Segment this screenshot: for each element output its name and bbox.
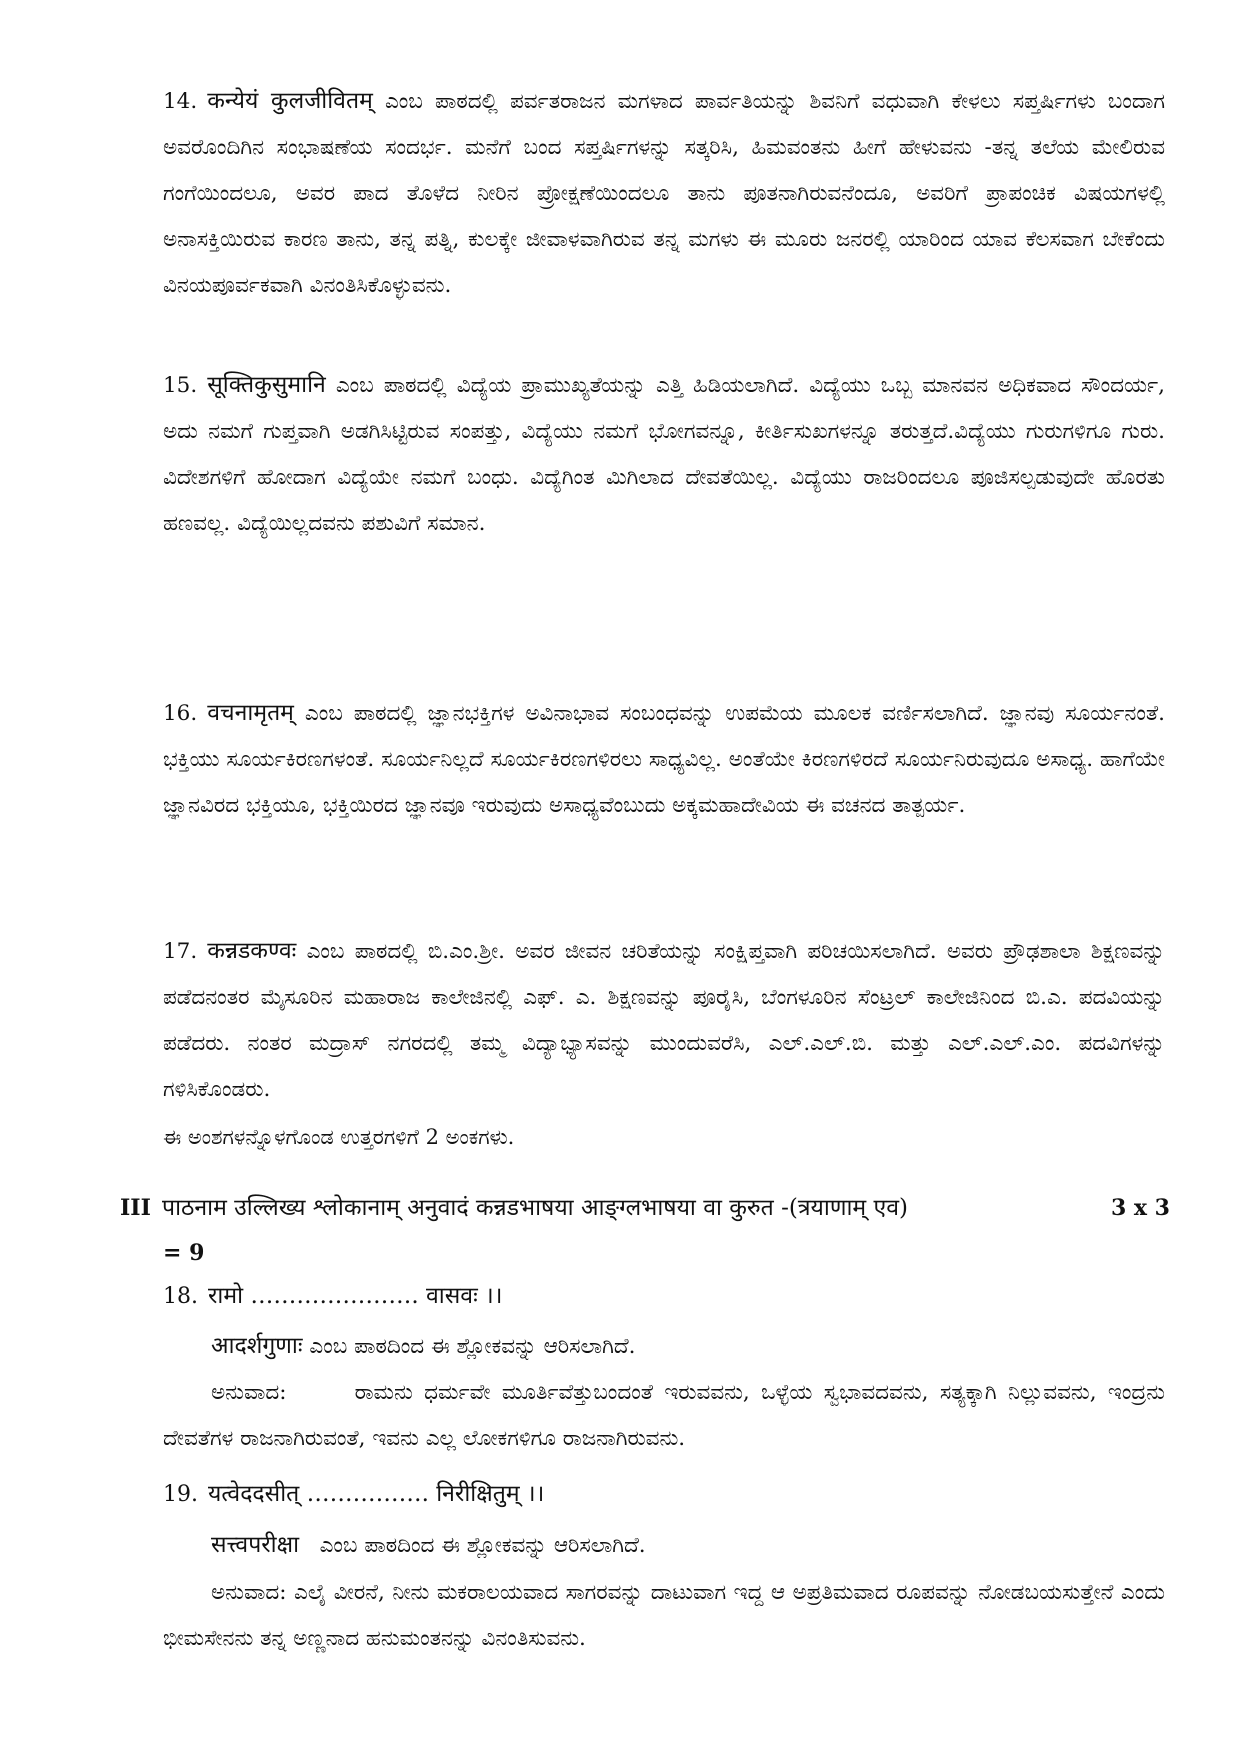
verse-text: यत्वेददसीत् ……………. निरीक्षितुम् ।। (208, 1481, 545, 1507)
answer-16 (163, 690, 1165, 829)
verse-text: रामो …………………. वासवः ।। (208, 1283, 503, 1309)
lesson-title: कन्येयं कुलजीवितम् (207, 88, 373, 114)
section-instruction: पाठनाम उल्लिख्य श्लोकानाम् अनुवादं कन्नडभाषया आङ्ग्लभाषया वा कुरुत -(त्रयाणाम् एव) (162, 1195, 908, 1221)
section-number: III (120, 1195, 151, 1221)
lesson-title: सूक्तिकुसुमानि (207, 372, 326, 398)
section-marks: 3 x 3 (1110, 1195, 1170, 1221)
section-3-heading (120, 1188, 1170, 1229)
question-number: 19. (163, 1482, 198, 1507)
question-18-translation (163, 1370, 1165, 1462)
translation-text: ರಾಮನು ಧರ್ಮವೇ ಮೂರ್ತಿವೆತ್ತುಬಂದಂತೆ ಇರುವವನು, ಒಳ್ಳೆಯ ಸ್ವಭಾವದವನು, ಸತ್ಯಕ್ಕಾಗಿ ನಿಲ್ಲುವವನು, ಇಂದ್ರನು ದೇವತೆಗಳ ರಾಜನಾಗಿರುವಂತೆ, ಇವನು ಎಲ್ಲ ಲೋಕಗಳಿಗೂ ರಾಜನಾಗಿರುವನು. (163, 1380, 1165, 1451)
question-number: 17. (163, 939, 198, 964)
lesson-title: सत्त्वपरीक्षा (211, 1532, 300, 1558)
answer-text: ಎಂಬ ಪಾಠದಲ್ಲಿ ಬಿ.ಎಂ.ಶ್ರೀ. ಅವರ ಜೀವನ ಚರಿತೆಯನ್ನು ಸಂಕ್ಷಿಪ್ತವಾಗಿ ಪರಿಚಯಿಸಲಾಗಿದೆ. ಅವರು ಪ್ರೌಢಶಾಲಾ ಶಿಕ್ಷಣವನ್ನು ಪಡೆದನಂತರ ಮೈಸೂರಿನ ಮಹಾರಾಜ ಕಾಲೇಜಿನಲ್ಲಿ ಎಫ್. ಎ. ಶಿಕ್ಷಣವನ್ನು ಪೂರೈಸಿ, ಬೆಂಗಳೂರಿನ ಸೆಂಟ್ರಲ್ ಕಾಲೇಜಿನಿಂದ ಬಿ.ಎ. ಪದವಿಯನ್ನು ಪಡೆದರು. ನಂತರ ಮದ್ರಾಸ್ ನಗರದಲ್ಲಿ ತಮ್ಮ ವಿದ್ಯಾಭ್ಯಾಸವನ್ನು ಮುಂದುವರೆಸಿ, ಎಲ್.ಎಲ್.ಬಿ. ಮತ್ತು ಎಲ್.ಎಲ್.ಎಂ. ಪದವಿಗಳನ್ನು ಗಳಿಸಿಕೊಂಡರು. (163, 939, 1165, 1102)
question-number: 16. (163, 701, 198, 726)
translation-label: ಅನುವಾದ: (211, 1380, 287, 1405)
lesson-title: वचनामृतम् (207, 700, 294, 726)
question-19-lesson (211, 1527, 646, 1559)
question-18-lesson (211, 1328, 635, 1360)
answer-text: ಎಂಬ ಪಾಠದಲ್ಲಿ ಜ್ಞಾನಭಕ್ತಿಗಳ ಅವಿನಾಭಾವ ಸಂಬಂಧವನ್ನು ಉಪಮೆಯ ಮೂಲಕ ವರ್ಣಿಸಲಾಗಿದೆ. ಜ್ಞಾನವು ಸೂರ್ಯನಂತೆ. ಭಕ್ತಿಯು ಸೂರ್ಯಕಿರಣಗಳಂತೆ. ಸೂರ್ಯನಿಲ್ಲದೆ ಸೂರ್ಯಕಿರಣಗಳಿರಲು ಸಾಧ್ಯವಿಲ್ಲ. ಅಂತೆಯೇ ಕಿರಣಗಳಿರದೆ ಸೂರ್ಯನಿರುವುದೂ ಅಸಾಧ್ಯ. ಹಾಗೆಯೇ ಜ್ಞಾನವಿರದ ಭಕ್ತಿಯೂ, ಭಕ್ತಿಯಿರದ ಜ್ಞಾನವೂ ಇರುವುದು ಅಸಾಧ್ಯವೆಂಬುದು ಅಕ್ಕಮಹಾದೇವಿಯ ಈ ವಚನದ ತಾತ್ಪರ್ಯ. (163, 701, 1165, 818)
lesson-text: ಎಂಬ ಪಾಠದಿಂದ ಈ ಶ್ಲೋಕವನ್ನು ಆರಿಸಲಾಗಿದೆ. (319, 1533, 646, 1558)
question-18-verse (163, 1278, 502, 1310)
answer-14 (163, 78, 1165, 309)
translation-label: ಅನುವಾದ: (211, 1580, 287, 1605)
question-number: 18. (163, 1284, 198, 1309)
marks-note: ಈ ಅಂಶಗಳನ್ನೊಳಗೊಂಡ ಉತ್ತರಗಳಿಗೆ 2 ಅಂಕಗಳು. (163, 1125, 515, 1149)
question-19-verse (163, 1476, 544, 1508)
question-19-translation (163, 1570, 1165, 1662)
section-total: = 9 (163, 1240, 205, 1266)
question-number: 14. (163, 89, 198, 114)
question-number: 15. (163, 373, 198, 398)
translation-text: ಎಲೈ ವೀರನೆ, ನೀನು ಮಕರಾಲಯವಾದ ಸಾಗರವನ್ನು ದಾಟುವಾಗ ಇದ್ದ ಆ ಅಪ್ರತಿಮವಾದ ರೂಪವನ್ನು ನೋಡಬಯಸುತ್ತೇನೆ ಎಂದು ಭೀಮಸೇನನು ತನ್ನ ಅಣ್ಣನಾದ ಹನುಮಂತನನ್ನು ವಿನಂತಿಸುವನು. (163, 1580, 1165, 1651)
answer-text: ಎಂಬ ಪಾಠದಲ್ಲಿ ಪರ್ವತರಾಜನ ಮಗಳಾದ ಪಾರ್ವತಿಯನ್ನು ಶಿವನಿಗೆ ವಧುವಾಗಿ ಕೇಳಲು ಸಪ್ತರ್ಷಿಗಳು ಬಂದಾಗ ಅವರೊಂದಿಗಿನ ಸಂಭಾಷಣೆಯ ಸಂದರ್ಭ. ಮನೆಗೆ ಬಂದ ಸಪ್ತರ್ಷಿಗಳನ್ನು ಸತ್ಕರಿಸಿ, ಹಿಮವಂತನು ಹೀಗೆ ಹೇಳುವನು -ತನ್ನ ತಲೆಯ ಮೇಲಿರುವ ಗಂಗೆಯಿಂದಲೂ, ಅವರ ಪಾದ ತೊಳೆದ ನೀರಿನ ಪ್ರೋಕ್ಷಣೆಯಿಂದಲೂ ತಾನು ಪೂತನಾಗಿರುವನೆಂದೂ, ಅವರಿಗೆ ಪ್ರಾಪಂಚಿಕ ವಿಷಯಗಳಲ್ಲಿ ಅನಾಸಕ್ತಿಯಿರುವ ಕಾರಣ ತಾನು, ತನ್ನ ಪತ್ನಿ, ಕುಲಕ್ಕೇ ಜೀವಾಳವಾಗಿರುವ ತನ್ನ ಮಗಳು ಈ ಮೂರು ಜನರಲ್ಲಿ ಯಾರಿಂದ ಯಾವ ಕೆಲಸವಾಗ ಬೇಕೆಂದು ವಿನಯಪೂರ್ವಕವಾಗಿ ವಿನಂತಿಸಿಕೊಳ್ಳುವನು. (163, 89, 1165, 298)
lesson-title: कन्नडकण्वः (207, 938, 297, 964)
lesson-text: ಎಂಬ ಪಾಠದಿಂದ ಈ ಶ್ಲೋಕವನ್ನು ಆರಿಸಲಾಗಿದೆ. (309, 1334, 636, 1359)
lesson-title: आदर्शगुणाः (211, 1333, 303, 1359)
answer-15 (163, 362, 1165, 547)
answer-text: ಎಂಬ ಪಾಠದಲ್ಲಿ ವಿದ್ಯೆಯ ಪ್ರಾಮುಖ್ಯತೆಯನ್ನು ಎತ್ತಿ ಹಿಡಿಯಲಾಗಿದೆ. ವಿದ್ಯೆಯು ಒಬ್ಬ ಮಾನವನ ಅಧಿಕವಾದ ಸೌಂದರ್ಯ, ಅದು ನಮಗೆ ಗುಪ್ತವಾಗಿ ಅಡಗಿಸಿಟ್ಟಿರುವ ಸಂಪತ್ತು, ವಿದ್ಯೆಯು ನಮಗೆ ಭೋಗವನ್ನೂ, ಕೀರ್ತಿಸುಖಗಳನ್ನೂ ತರುತ್ತದೆ.ವಿದ್ಯೆಯು ಗುರುಗಳಿಗೂ ಗುರು. ವಿದೇಶಗಳಿಗೆ ಹೋದಾಗ ವಿದ್ಯೆಯೇ ನಮಗೆ ಬಂಧು. ವಿದ್ಯೆಗಿಂತ ಮಿಗಿಲಾದ ದೇವತೆಯಿಲ್ಲ. ವಿದ್ಯೆಯು ರಾಜರಿಂದಲೂ ಪೂಜಿಸಲ್ಪಡುವುದೇ ಹೊರತು ಹಣವಲ್ಲ. ವಿದ್ಯೆಯಿಲ್ಲದವನು ಪಶುವಿಗೆ ಸಮಾನ. (163, 373, 1165, 536)
answer-17 (163, 928, 1165, 1113)
